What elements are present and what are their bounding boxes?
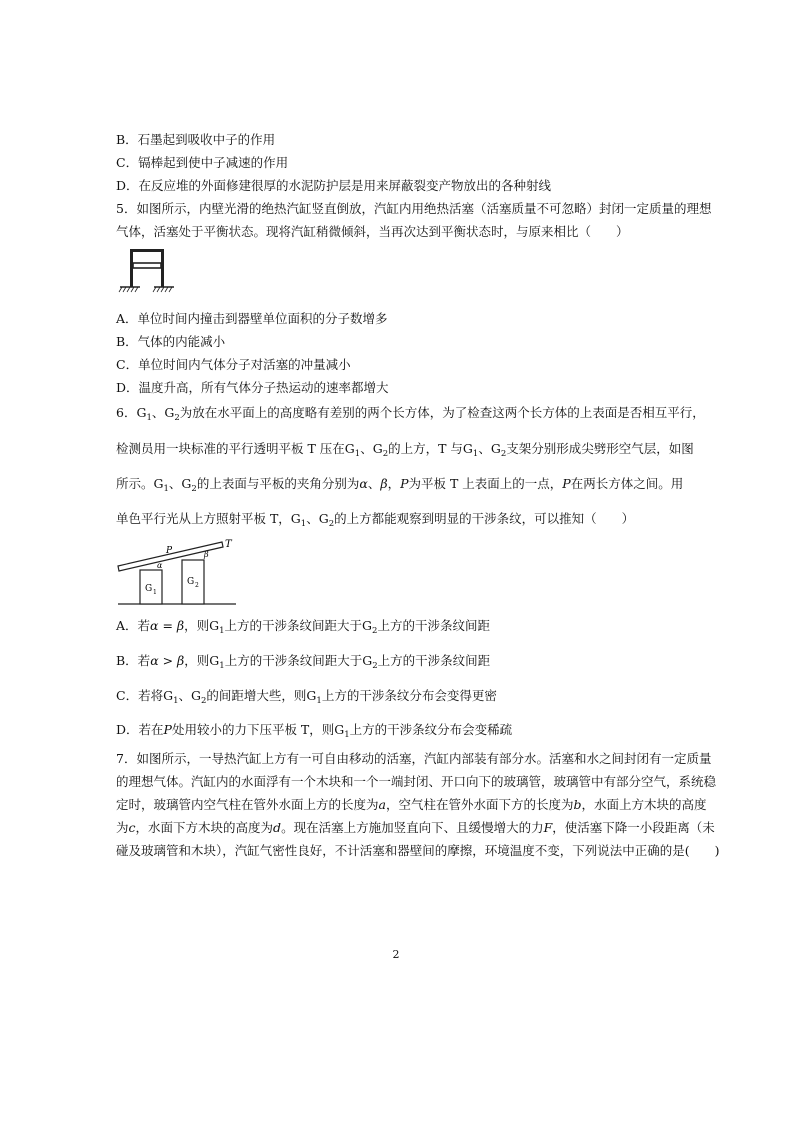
q5-option-b: B．气体的内能减小 (116, 334, 226, 349)
q7-stem-line-3: 定时，玻璃管内空气柱在管外水面上方的长度为a，空气柱在管外水面下方的长度为b，水面上方木块的高度 (116, 797, 707, 812)
q6-stem-line-2: 检测员用一块标准的平行透明平板 T 压在$G_1$、$G_2$的上方，T 与$G_1$、$G_2$支架分别形成尖劈形空气层，如图 (116, 441, 694, 459)
q6-fig-label-T: T (225, 539, 232, 550)
q6-fig-label-alpha: α (157, 561, 163, 570)
q6-option-b: B．若α > β，则$G_1$上方的干涉条纹间距大于$G_2$上方的干涉条纹间距 (116, 653, 491, 671)
q6-fig-label-G1: G (145, 584, 153, 594)
q6-fig-label-P: P (166, 546, 173, 556)
q5-cylinder-figure (116, 245, 180, 297)
q6-option-a: A．若α = β，则$G_1$上方的干涉条纹间距大于$G_2$上方的干涉条纹间距 (116, 618, 490, 636)
q4-option-b: B．石墨起到吸收中子的作用 (116, 132, 276, 147)
page-number: 2 (392, 948, 400, 961)
q7-stem-line-5: 碰及玻璃管和木块），汽缸气密性良好，不计活塞和器壁间的摩擦，环境温度不变，下列说法中正确的是( ) (116, 843, 720, 858)
q7-stem-line-4: 为c，水面下方木块的高度为d。现在活塞上方施加竖直向下、且缓慢增大的力F，使活塞下降一小段距离（未 (116, 820, 715, 835)
q6-wedge-figure (112, 536, 242, 608)
q5-option-d: D．温度升高，所有气体分子热运动的速率都增大 (116, 380, 389, 395)
q5-option-c: C．单位时间内气体分子对活塞的冲量减小 (116, 357, 351, 372)
q4-option-d: D．在反应堆的外面修建很厚的水泥防护层是用来屏蔽裂变产物放出的各种射线 (116, 178, 552, 193)
q6-option-c: C．若将$G_1$、$G_2$的间距增大些，则$G_1$上方的干涉条纹分布会变得更密 (116, 688, 497, 706)
q5-stem-line-2: 气体，活塞处于平衡状态。现将汽缸稍微倾斜，当再次达到平衡状态时，与原来相比（ ） (116, 224, 629, 239)
svg-text:1: 1 (153, 589, 157, 596)
q6-stem-line-1: 6．$G_1$、$G_2$为放在水平面上的高度略有差别的两个长方体，为了检查这两个长方体的上表面是否相互平行， (116, 405, 705, 423)
q4-option-c: C．镉棒起到使中子减速的作用 (116, 155, 289, 170)
q5-option-a: A．单位时间内撞击到器壁单位面积的分子数增多 (116, 311, 388, 326)
q6-fig-label-G2: G (187, 577, 195, 587)
q7-stem-line-2: 的理想气体。汽缸内的水面浮有一个木块和一个一端封闭、开口向下的玻璃管，玻璃管中有部分空气，系统稳 (116, 774, 717, 789)
q6-fig-label-beta: β (204, 550, 209, 559)
q7-stem-line-1: 7．如图所示，一导热汽缸上方有一可自由移动的活塞，汽缸内部装有部分水。活塞和水之间封闭有一定质量 (116, 751, 712, 766)
q6-stem-line-4: 单色平行光从上方照射平板 T，$G_1$、$G_2$的上方都能观察到明显的干涉条纹，可以推知（ ） (116, 511, 635, 529)
q6-stem-line-3: 所示。$G_1$、$G_2$的上表面与平板的夹角分别为α、β，P为平板 T 上表面上的一点，P在两长方体之间。用 (116, 476, 684, 494)
svg-text:2: 2 (195, 582, 199, 589)
q5-stem-line-1: 5．如图所示，内壁光滑的绝热汽缸竖直倒放，汽缸内用绝热活塞（活塞质量不可忽略）封闭一定质量的理想 (116, 201, 712, 216)
q6-option-d: D．若在P处用较小的力下压平板 T，则$G_1$上方的干涉条纹分布会变稀疏 (116, 722, 513, 740)
